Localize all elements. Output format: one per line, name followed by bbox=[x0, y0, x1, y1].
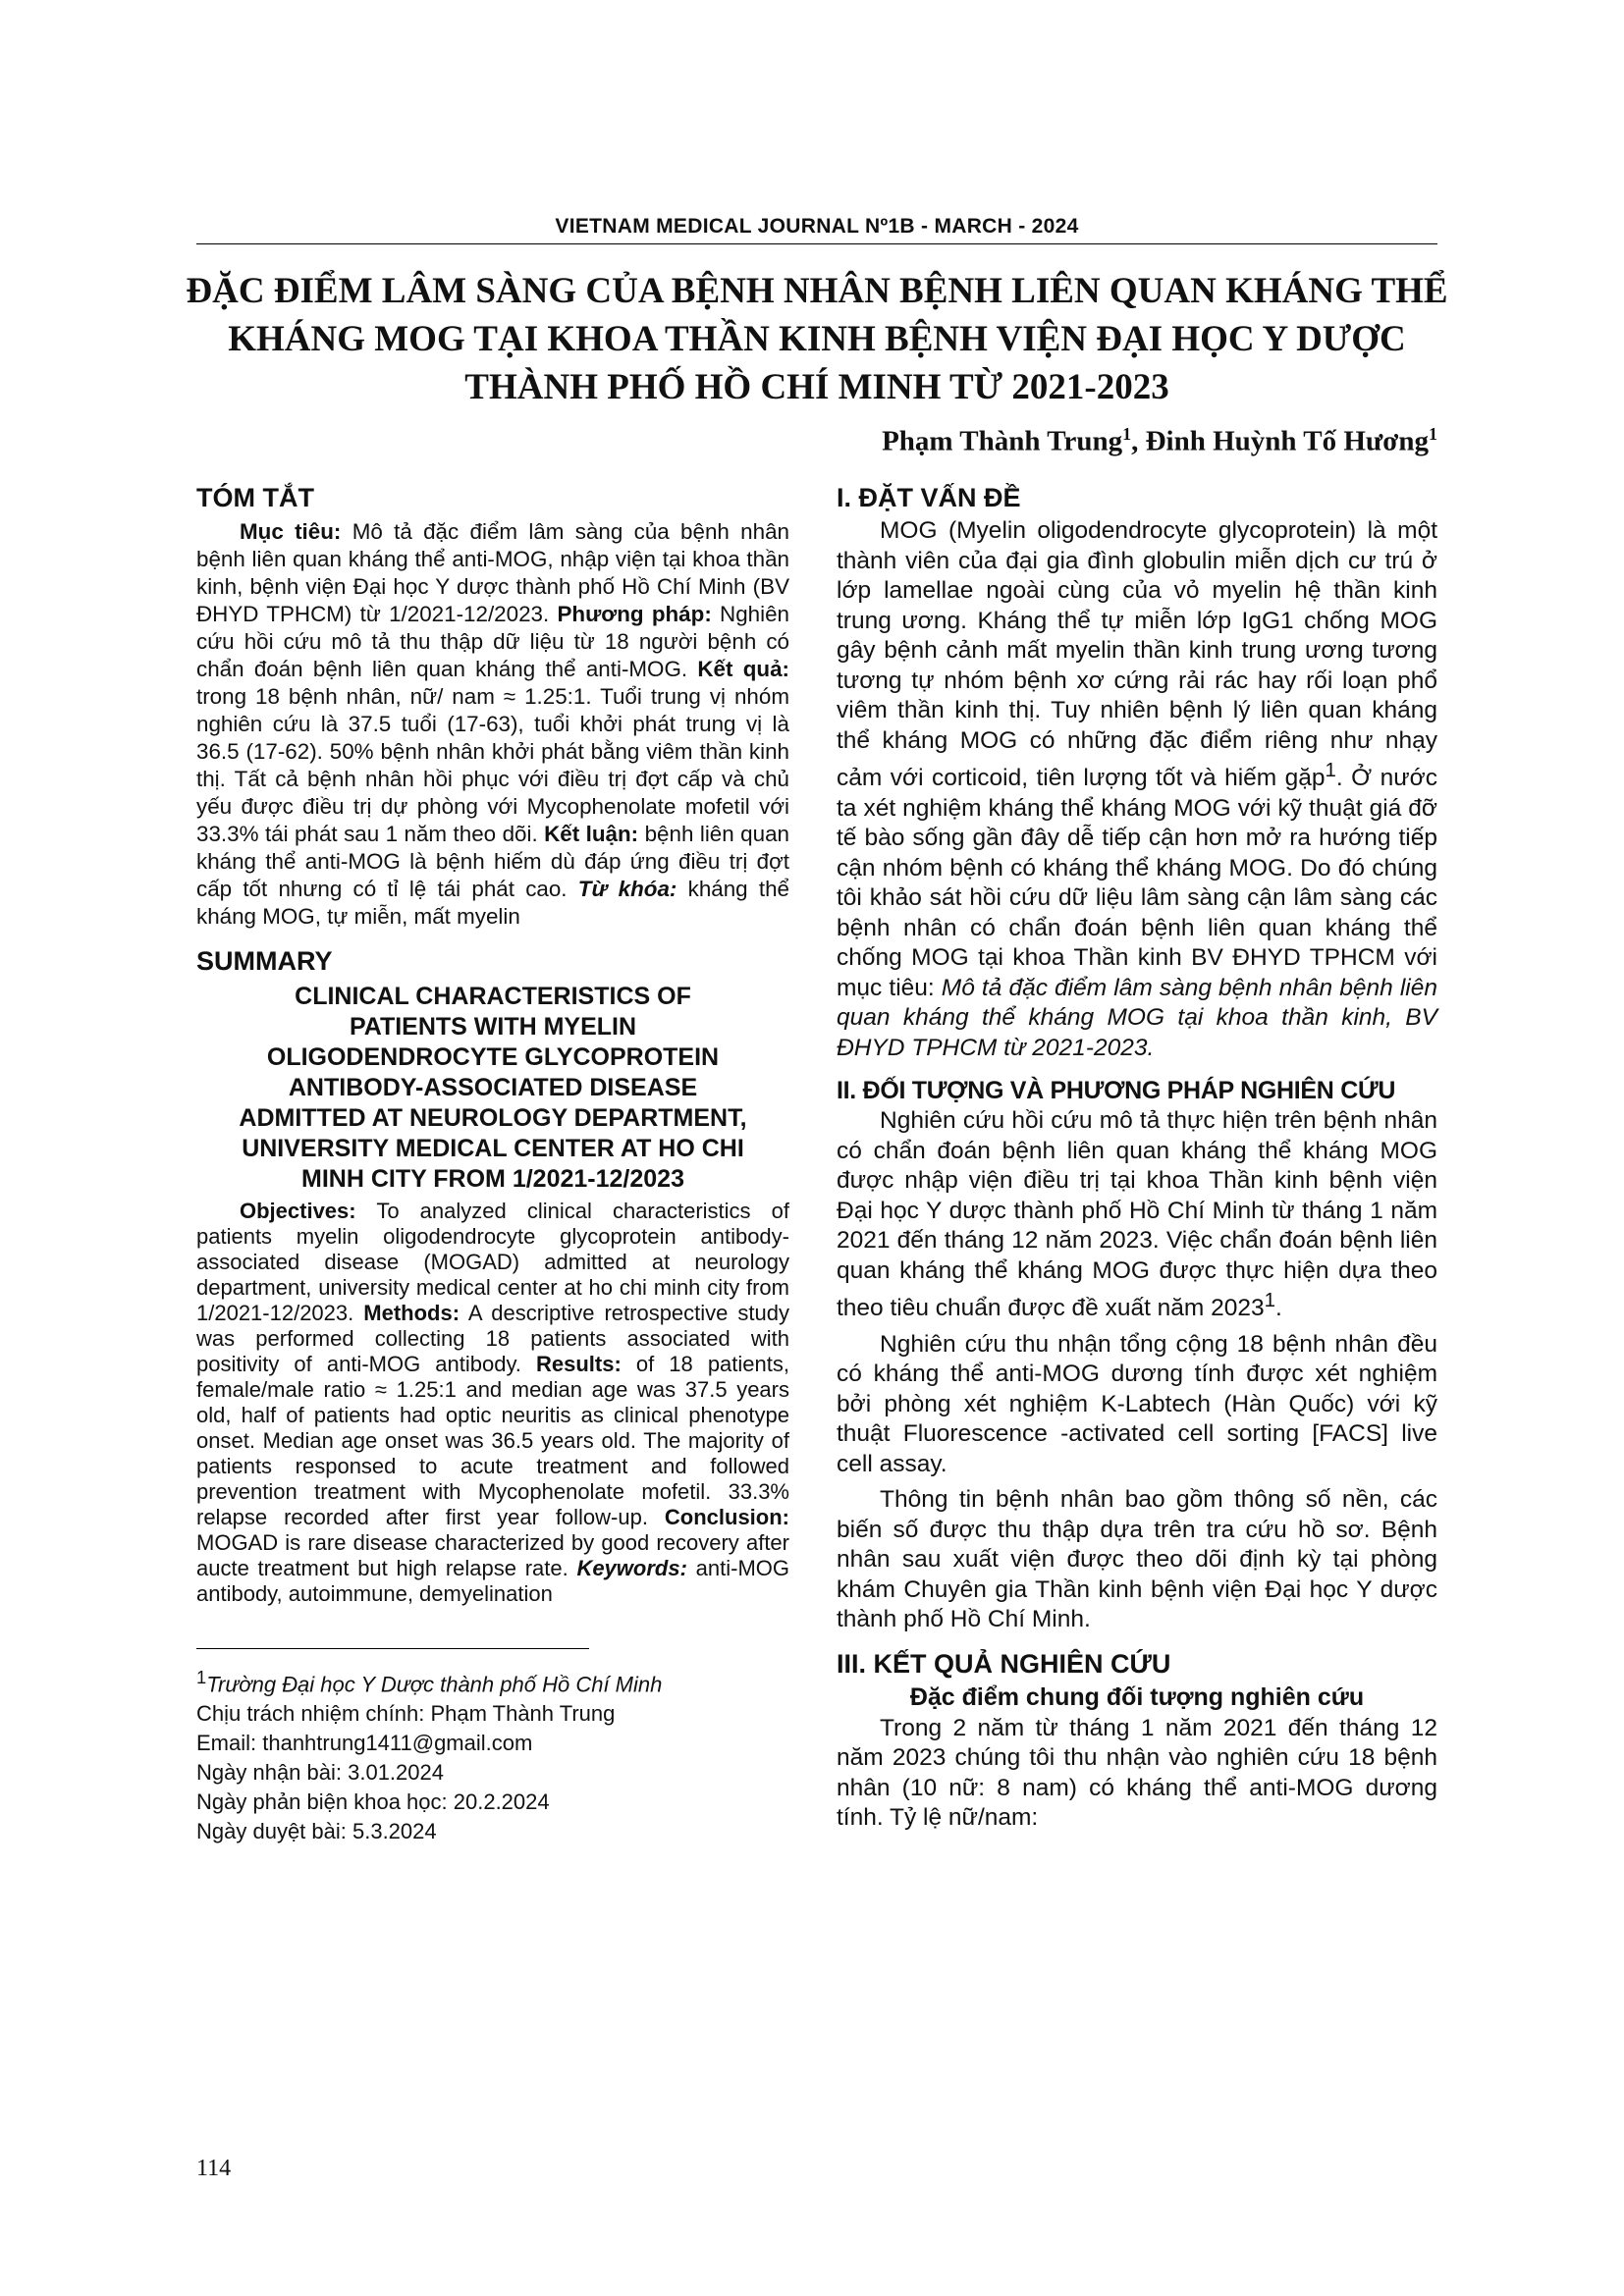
date-reviewed: Ngày phản biện khoa học: 20.2.2024 bbox=[196, 1789, 550, 1815]
article-title bbox=[167, 267, 1467, 411]
results-text: of 18 patients, female/male ratio ≈ 1.25:1 and median age was 37.5 years old, half of patients had optic neuritis as clinical phenotype onset. Median age onset was 36.5 years old. The majority of patients responsed to acute treatment and followed prevention treatment with Mycophenolate mofetil. 33.3% relapse recorded after first year follow-up. bbox=[196, 1352, 789, 1529]
author-separator: , bbox=[1131, 425, 1146, 457]
author-list bbox=[882, 424, 1437, 458]
footnote-affiliation bbox=[196, 1663, 789, 1699]
objective-label: Mục tiêu: bbox=[240, 519, 342, 544]
section-3-subheading: Đặc điểm chung đối tượng nghiên cứu bbox=[909, 1682, 1365, 1711]
objectives-label: Objectives: bbox=[240, 1199, 356, 1223]
objectives-text: To analyzed clinical characteristics of patients myelin oligodendrocyte glycoprotein antibody-associated disease (MOGAD) admitted at neurology department, university medical center at ho chi minh city from 1/2021-12/2023. bbox=[196, 1199, 789, 1325]
section-2-text: Nghiên cứu hồi cứu mô tả thực hiện trên bệnh nhân có chẩn đoán bệnh liên quan kháng thể kháng MOG được nhập viện điều trị tại khoa Thần kinh bệnh viện Đại học Y dược thành phố Hồ Chí Minh từ tháng 1 năm 2021 đến tháng 12 năm 2023. Việc chẩn đoán bệnh liên quan kháng thể kháng MOG được thực hiện dựa theo theo tiêu chuẩn được đề xuất năm 2023 bbox=[837, 1107, 1437, 1322]
section-1-text-cont: . Ở nước ta xét nghiệm kháng thể kháng MOG với kỹ thuật giá đỡ tế bào sống gần đây dễ tiếp cận hơn mở ra hướng tiếp cận nhóm bệnh có kháng thể kháng MOG. Do đó chúng tôi khảo sát hồi cứu dữ liệu lâm sàng cận lâm sàng các bệnh nhân có chẩn đoán bệnh liên quan kháng thể chống MOG tại khoa Thần kinh BV ĐHYD TPHCM với mục tiêu: bbox=[837, 765, 1437, 1001]
conclusion-label: Kết luận: bbox=[544, 822, 639, 846]
author-email: Email: thanhtrung1411@gmail.com bbox=[196, 1731, 533, 1756]
affiliation-marker: 1 bbox=[1429, 424, 1437, 444]
citation-marker: 1 bbox=[1325, 760, 1336, 781]
title-line: KHÁNG MOG TẠI KHOA THẦN KINH BỆNH VIỆN ĐẠI HỌC Y DƯỢC bbox=[228, 319, 1406, 359]
page-number: 114 bbox=[196, 2156, 232, 2181]
method-label: Phương pháp: bbox=[557, 602, 712, 626]
abstract-vi-body bbox=[196, 518, 789, 931]
section-1-paragraph bbox=[837, 516, 1437, 1063]
abstract-en-heading: SUMMARY bbox=[196, 946, 333, 976]
section-3-heading: III. KẾT QUẢ NGHIÊN CỨU bbox=[837, 1648, 1171, 1679]
summary-title-line: MINH CITY FROM 1/2021-12/2023 bbox=[301, 1165, 684, 1193]
left-column bbox=[196, 481, 789, 1846]
section-2-paragraph-2: Nghiên cứu thu nhận tổng cộng 18 bệnh nhân đều có kháng thể anti-MOG dương tính được xét nghiệm bởi phòng xét nghiệm K-Labtech (Hàn Quốc) với kỹ thuật Fluorescence -activated cell sorting [FACS] live cell assay. bbox=[837, 1330, 1437, 1477]
abstract-en-body bbox=[196, 1199, 789, 1607]
running-head: VIETNAM MEDICAL JOURNAL Nº1B - MARCH - 2024 bbox=[555, 215, 1079, 238]
title-line: THÀNH PHỐ HỒ CHÍ MINH TỪ 2021-2023 bbox=[464, 367, 1169, 407]
summary-title-line: OLIGODENDROCYTE GLYCOPROTEIN bbox=[266, 1043, 720, 1071]
author-name: Đinh Huỳnh Tố Hương bbox=[1145, 425, 1429, 457]
section-2-paragraph-1 bbox=[837, 1106, 1437, 1324]
study-objective: Mô tả đặc điểm lâm sàng bệnh nhân bệnh liên quan kháng thể kháng MOG tại khoa thần kinh, BV ĐHYD TPHCM từ 2021-2023. bbox=[837, 974, 1437, 1061]
methods-label: Methods: bbox=[363, 1301, 460, 1325]
summary-title-line: CLINICAL CHARACTERISTICS OF bbox=[295, 983, 691, 1010]
summary-title-line: ADMITTED AT NEUROLOGY DEPARTMENT, bbox=[239, 1104, 747, 1132]
conclusion-text: bệnh liên quan kháng thể anti-MOG là bệnh hiếm dù đáp ứng điều trị đợt cấp tốt nhưng có tỉ lệ tái phát cao. bbox=[196, 822, 789, 901]
summary-title-line: PATIENTS WITH MYELIN bbox=[349, 1013, 637, 1041]
keywords-text: kháng thể kháng MOG, tự miễn, mất myelin bbox=[196, 877, 789, 929]
objective-text: Mô tả đặc điểm lâm sàng của bệnh nhân bệnh liên quan kháng thể anti-MOG, nhập viện tại khoa thần kinh, bệnh viện Đại học Y dược thành phố Hồ Chí Minh (BV ĐHYD TPHCM) từ 1/2021-12/2023. bbox=[196, 519, 789, 626]
keywords-en-text: anti-MOG antibody, autoimmune, demyelination bbox=[196, 1556, 789, 1606]
date-accepted: Ngày duyệt bài: 5.3.2024 bbox=[196, 1819, 437, 1844]
section-1-text: MOG (Myelin oligodendrocyte glycoprotein) là một thành viên của đại gia đình globulin miễn dịch cư trú ở lớp lamellae ngoài cùng của vỏ myelin hệ thần kinh trung ương. Kháng thể tự miễn lớp IgG1 chống MOG gây bệnh cảnh mất myelin thần kinh trung ương tương tương tự nhóm bệnh xơ cứng rải rác hay rối loạn phổ viêm thần kinh thị. Tuy nhiên bệnh lý liên quan kháng thể kháng MOG có những đặc điểm riêng như nhạy cảm với corticoid, tiên lượng tốt và hiếm gặp bbox=[837, 517, 1437, 792]
summary-title-line: UNIVERSITY MEDICAL CENTER AT HO CHI bbox=[242, 1135, 744, 1162]
corresponding-author: Chịu trách nhiệm chính: Phạm Thành Trung bbox=[196, 1701, 616, 1727]
footnote-rule bbox=[196, 1648, 589, 1649]
section-1-heading: I. ĐẶT VẤN ĐỀ bbox=[837, 483, 1021, 512]
methods-text: A descriptive retrospective study was performed collecting 18 patients associated with positivity of anti-MOG antibody. bbox=[196, 1301, 789, 1376]
method-text: Nghiên cứu hồi cứu mô tả thu thập dữ liệu từ 18 người bệnh có chẩn đoán bệnh liên quan kháng thể anti-MOG. bbox=[196, 602, 789, 681]
result-text: trong 18 bệnh nhân, nữ/ nam ≈ 1.25:1. Tuổi trung vị nhóm nghiên cứu là 37.5 tuổi (17-63), tuổi khởi phát trung vị là 36.5 (17-62). 50% bệnh nhân khởi phát bằng viêm thần kinh thị. Tất cả bệnh nhân hồi phục với điều trị đợt cấp và chủ yếu được điều trị dự phòng với Mycophenolate mofetil với 33.3% tái phát sau 1 năm theo dõi. bbox=[196, 684, 789, 846]
conclusion-en-text: MOGAD is rare disease characterized by good recovery after aucte treatment but high relapse rate. bbox=[196, 1530, 789, 1580]
section-2-heading: II. ĐỐI TƯỢNG VÀ PHƯƠNG PHÁP NGHIÊN CỨU bbox=[837, 1077, 1396, 1105]
summary-title bbox=[196, 982, 789, 1195]
section-2-text-end: . bbox=[1275, 1295, 1282, 1322]
conclusion-en-label: Conclusion: bbox=[664, 1505, 789, 1529]
right-column bbox=[837, 481, 1437, 1834]
footnote-marker: 1 bbox=[196, 1667, 207, 1687]
author-name: Phạm Thành Trung bbox=[882, 425, 1123, 457]
header-rule bbox=[196, 243, 1437, 244]
summary-title-line: ANTIBODY-ASSOCIATED DISEASE bbox=[288, 1074, 698, 1101]
results-label: Results: bbox=[536, 1352, 622, 1376]
section-3-paragraph: Trong 2 năm từ tháng 1 năm 2021 đến tháng 12 năm 2023 chúng tôi thu nhận vào nghiên cứu 18 bệnh nhân (10 nữ: 8 nam) có kháng thể anti-MOG dương tính. Tỷ lệ nữ/nam: bbox=[837, 1714, 1437, 1832]
affiliation-text: Trường Đại học Y Dược thành phố Hồ Chí Minh bbox=[206, 1672, 663, 1697]
result-label: Kết quả: bbox=[697, 657, 789, 681]
date-received: Ngày nhận bài: 3.01.2024 bbox=[196, 1760, 444, 1786]
section-2-paragraph-3: Thông tin bệnh nhân bao gồm thông số nền, các biến số được thu thập dựa trên tra cứu hồ sơ. Bệnh nhân sau xuất viện được theo dõi định kỳ tại phòng khám Chuyên gia Thần kinh bệnh viện Đại học Y dược thành phố Hồ Chí Minh. bbox=[837, 1486, 1437, 1633]
abstract-vi-heading: TÓM TẮT bbox=[196, 483, 314, 512]
citation-marker: 1 bbox=[1264, 1290, 1276, 1312]
affiliation-marker: 1 bbox=[1122, 424, 1132, 444]
keywords-label: Từ khóa: bbox=[577, 877, 677, 901]
title-line: ĐẶC ĐIỂM LÂM SÀNG CỦA BỆNH NHÂN BỆNH LIÊN QUAN KHÁNG THỂ bbox=[186, 271, 1448, 311]
keywords-en-label: Keywords: bbox=[576, 1556, 687, 1580]
